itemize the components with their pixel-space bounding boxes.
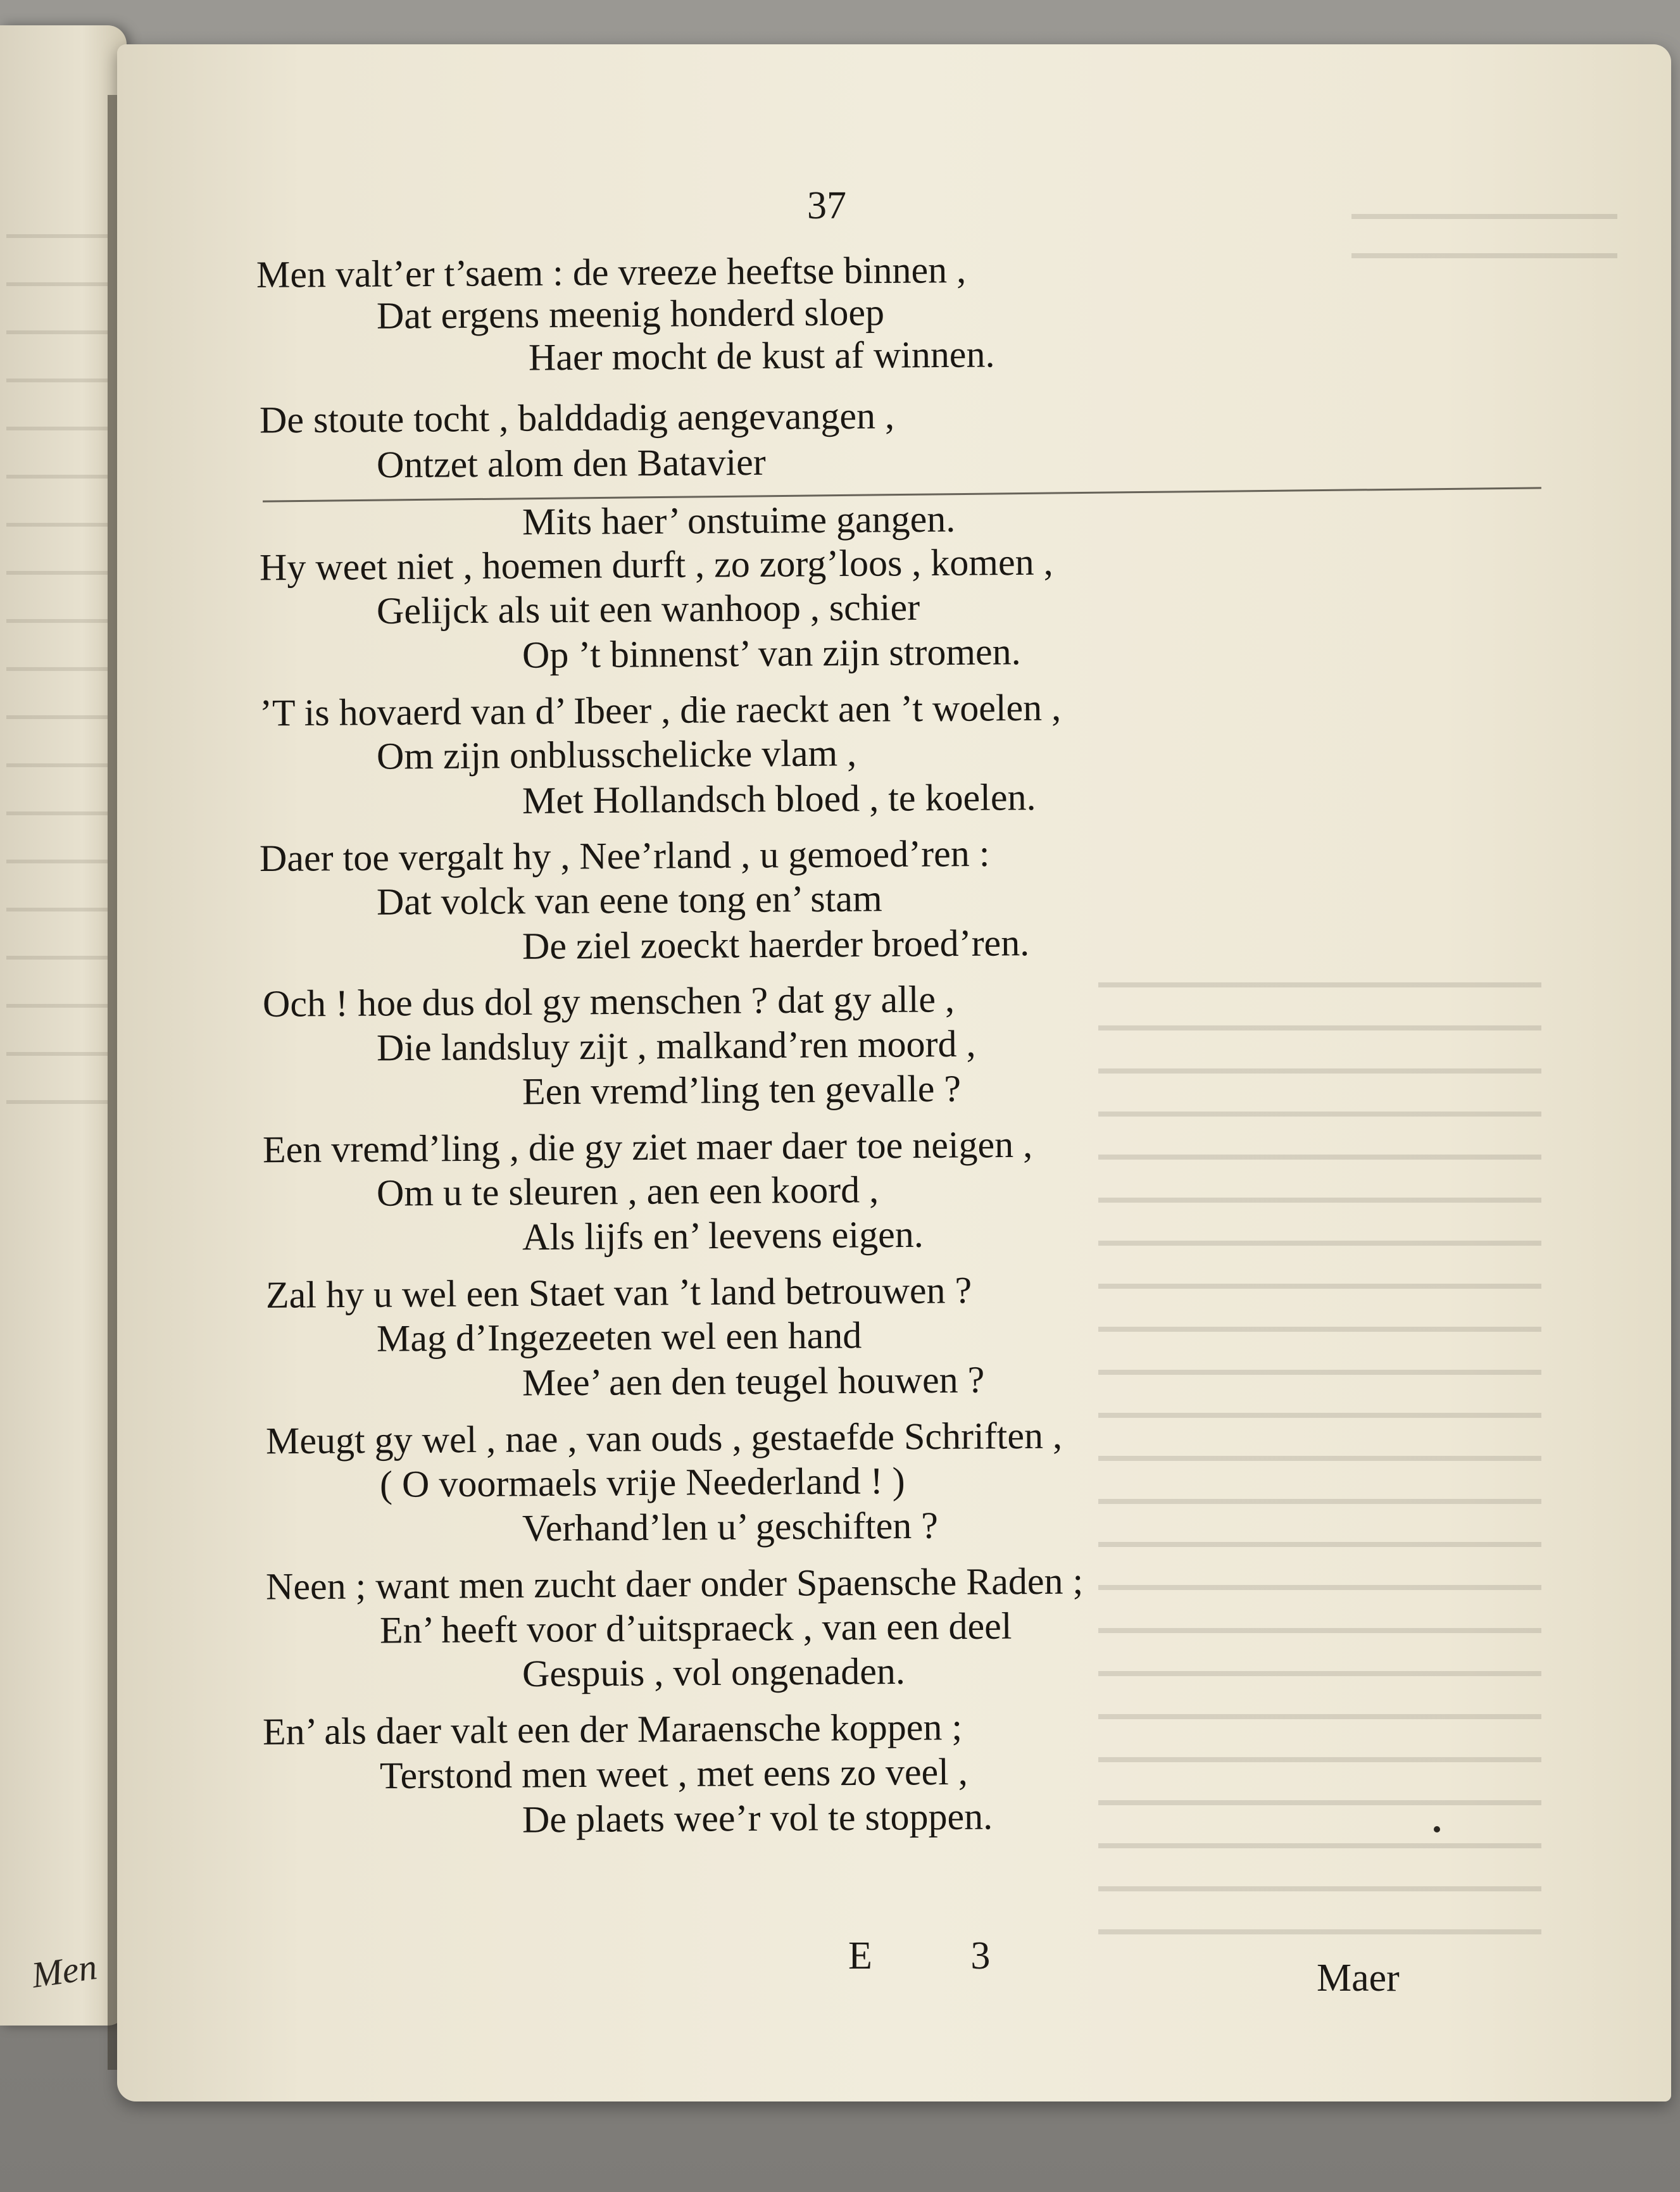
poem-line: Als lijfs en’ leevens eigen. [522,1213,924,1258]
catchword: Maer [1317,1957,1400,2000]
poem-line: Gespuis , vol ongenaden. [522,1650,906,1695]
poem-line: Die landsluy zijt , malkand’ren moord , [376,1022,976,1069]
poem-line: Dat volck van eene tong en’ stam [376,877,882,923]
poem-line: De plaets wee’r vol te stoppen. [522,1795,993,1841]
poem-line: Meugt gy wel , nae , van ouds , gestaefde Schriften , [265,1414,1063,1462]
poem-line: Mee’ aen den teugel houwen ? [522,1358,985,1404]
signature-mark: E 3 [848,1934,1035,1977]
poem-line: Men valt’er t’saem : de vreeze heeftse binnen , [256,249,967,296]
poem-line: Op ’t binnenst’ van zijn stromen. [522,630,1021,676]
page-number: 37 [807,184,846,227]
poem-line: Och ! hoe dus dol gy menschen ? dat gy alle , [262,978,955,1025]
poem-line: Om u te sleuren , aen een koord , [376,1168,879,1214]
poem-line: De ziel zoeckt haerder broed’ren. [522,922,1030,967]
poem-line: En’ als daer valt een der Maraensche koppen ; [262,1706,963,1753]
poem-line: Neen ; want men zucht daer onder Spaensche Raden ; [265,1560,1084,1608]
poem-line: Dat ergens meenig honderd sloep [376,291,885,337]
poem-line: Verhand’len u’ geschiften ? [522,1504,939,1550]
poem-line: Zal hy u wel een Staet van ’t land betrouwen ? [265,1269,972,1316]
poem-line: Terstond men weet , met eens zo veel , [379,1750,969,1797]
poem-line: ( O voormaels vrije Neederland ! ) [379,1460,905,1505]
previous-page-catchword: Men [28,1946,100,1996]
poem-line: Hy weet niet , hoemen durft , zo zorg’loos , komen , [259,541,1053,589]
poem-line: Een vremd’ling , die gy ziet maer daer toe neigen , [262,1123,1033,1171]
poem-line: Daer toe vergalt hy , Nee’rland , u gemoed’ren : [259,832,990,880]
poem-line: ’T is hovaerd van d’ Ibeer , die raeckt aen ’t woelen , [259,686,1062,734]
poem-line: Gelijck als uit een wanhoop , schier [376,586,920,632]
poem-line: Met Hollandsch bloed , te koelen. [522,776,1036,822]
poem [117,44,1671,2101]
ink-speck [1434,1826,1440,1832]
book-page [117,44,1671,2101]
poem-line: Haer mocht de kust af winnen. [528,333,995,379]
poem-line: Om zijn onblusschelicke vlam , [376,732,857,777]
poem-line: En’ heeft voor d’uitspraeck , van een deel [379,1605,1012,1651]
poem-line: De stoute tocht , balddadig aengevangen , [259,394,895,441]
poem-line: Ontzet alom den Batavier [376,441,766,486]
poem-line: Mits haer’ onstuime gangen. [522,498,956,543]
poem-line: Een vremd’ling ten gevalle ? [522,1067,962,1113]
poem-line: Mag d’Ingezeeten wel een hand [376,1314,862,1360]
previous-page-text-fragments [6,190,108,1139]
